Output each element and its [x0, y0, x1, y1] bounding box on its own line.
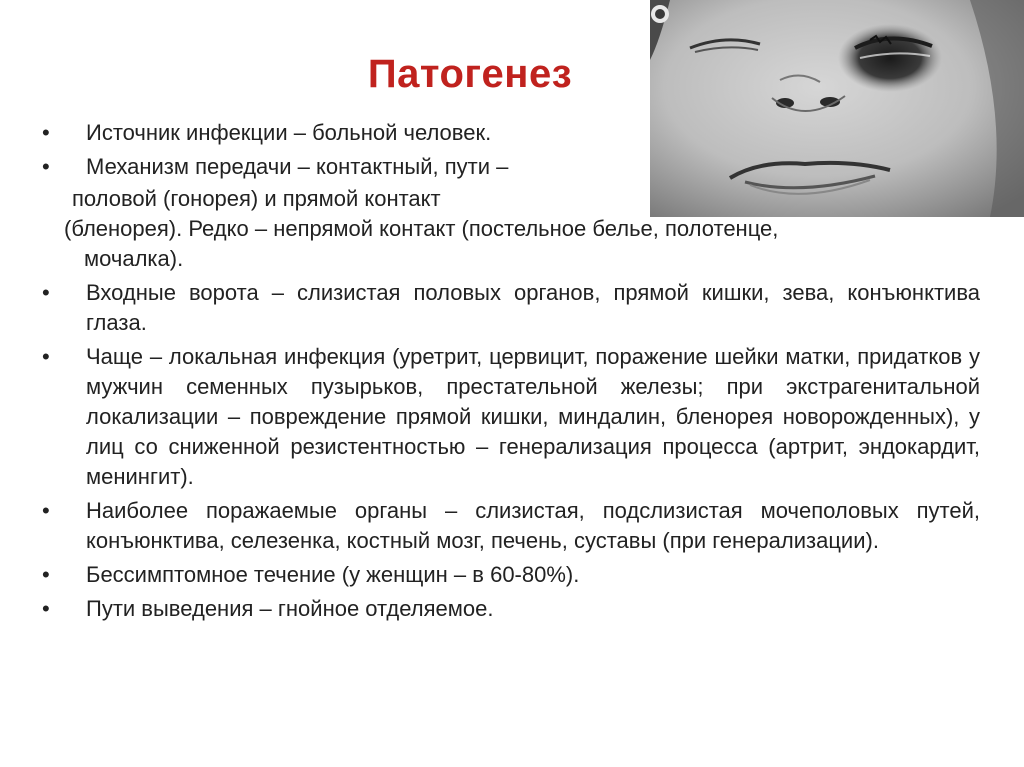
slide-title: Патогенез	[367, 52, 573, 96]
bullet-dot: •	[42, 154, 50, 179]
slide-body	[36, 118, 980, 628]
list-item-continuation	[36, 214, 980, 274]
bullet-dot: •	[42, 596, 50, 621]
bullet-dot: •	[42, 120, 50, 145]
bullet-text: Бессимптомное течение (у женщин – в 60-80%).	[86, 562, 580, 587]
bullet-text: Чаще – локальная инфекция (уретрит, цервицит, поражение шейки матки, придатков у мужчин семенных пузырьков, престательной железы; при экстрагенитальной локализации – повреждение прямой кишки, миндалин, бленорея новорожденных), у лиц со сниженной резистентностью – генерализация процесса (артрит, эндокардит, менингит).	[86, 344, 980, 489]
list-item	[36, 278, 980, 338]
bullet-text: Пути выведения – гнойное отделяемое.	[86, 596, 494, 621]
list-item	[36, 560, 980, 590]
list-item	[36, 152, 626, 182]
continuation-line: мочалка).	[84, 246, 184, 271]
bullet-dot: •	[42, 280, 50, 305]
bullet-text: Входные ворота – слизистая половых органов, прямой кишки, зева, конъюнктива глаза.	[86, 280, 980, 335]
list-item	[36, 594, 980, 624]
list-item	[36, 118, 626, 148]
bullet-text: Наиболее поражаемые органы – слизистая, подслизистая мочеполовых путей, конъюнктива, селезенка, костный мозг, печень, суставы (при генерализации).	[86, 498, 980, 553]
bullet-dot: •	[42, 562, 50, 587]
bullet-text: Механизм передачи – контактный, пути –	[86, 154, 509, 179]
list-item	[36, 496, 980, 556]
list-item	[36, 342, 980, 492]
bullet-dot: •	[42, 498, 50, 523]
bullet-dot: •	[42, 344, 50, 369]
bullet-text: Источник инфекции – больной человек.	[86, 120, 492, 145]
continuation-line: (бленорея). Редко – непрямой контакт (постельное белье, полотенце,	[64, 216, 779, 241]
list-item-continuation: половой (гонорея) и прямой контакт	[72, 186, 441, 211]
